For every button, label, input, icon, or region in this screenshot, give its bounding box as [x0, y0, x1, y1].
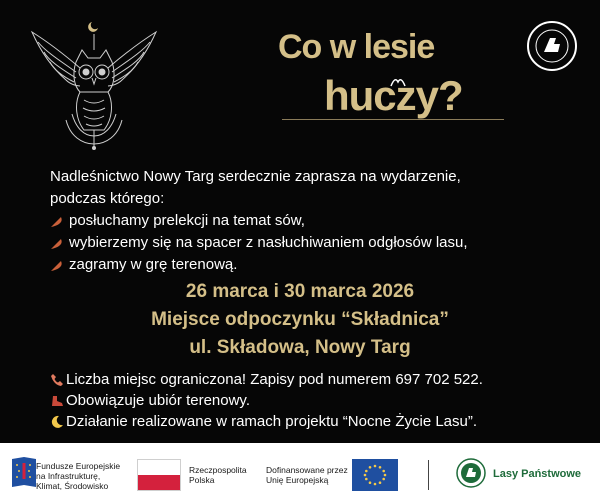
fundusze-europejskie-text: [36, 461, 120, 491]
event-place: Miejsce odpoczynku “Składnica”: [151, 309, 449, 330]
ue-line: Unię Europejską: [266, 475, 329, 485]
pl-line: Rzeczpospolita: [189, 465, 247, 475]
ue-line: Dofinansowane przez: [266, 465, 348, 475]
title-underline: [282, 119, 504, 120]
lasy-panstwowe-logo-icon: [456, 458, 486, 488]
moon-icon: [50, 415, 64, 429]
agenda-item: [50, 254, 570, 276]
note-text: Działanie realizowane w ramach projektu “Nocne Życie Lasu”.: [66, 413, 478, 430]
agenda-item-text: posłuchamy prelekcji na temat sów,: [69, 212, 305, 229]
feather-icon: [50, 259, 63, 272]
title-line-2: huczy?: [324, 72, 463, 119]
intro-line: podczas którego:: [50, 190, 165, 207]
eu-flag-icon: [352, 459, 398, 491]
event-address: ul. Składowa, Nowy Targ: [189, 337, 411, 358]
fe-line: na Infrastrukturę,: [36, 471, 101, 481]
agenda-item-text: zagramy w grę terenową.: [69, 256, 238, 273]
feather-icon: [50, 215, 63, 228]
boot-icon: [50, 394, 64, 408]
fe-line: Fundusze Europejskie: [36, 461, 121, 471]
feather-icon: [50, 237, 63, 250]
notes: [50, 369, 580, 432]
event-dates: 26 marca i 30 marca 2026: [185, 281, 415, 302]
rzeczpospolita-text: [189, 465, 247, 485]
lasy-panstwowe-text: Lasy Państwowe: [493, 468, 582, 480]
event-details: [0, 278, 600, 362]
note-text: Obowiązuje ubiór terenowy.: [66, 392, 250, 409]
polish-flag-icon: [137, 459, 181, 491]
lasy-panstwowe-seal-icon: [526, 20, 578, 72]
owl-ears-icon: [389, 74, 407, 88]
fundusze-europejskie-logo-icon: [10, 455, 38, 489]
title-line-1: Co w lesie: [278, 28, 435, 66]
owl-illustration: [26, 16, 162, 150]
intro-line: Nadleśnictwo Nowy Targ serdecznie zaprasza na wydarzenie,: [50, 168, 461, 185]
fe-line: Klimat, Środowisko: [36, 481, 109, 491]
pl-line: Polska: [189, 475, 215, 485]
phone-icon: [50, 373, 64, 387]
note-item: [50, 369, 580, 390]
footer-divider: [428, 460, 429, 490]
eu-funding-text: [266, 465, 348, 485]
agenda-item: [50, 210, 570, 232]
event-title: [276, 20, 516, 120]
agenda-item-text: wybierzemy się na spacer z nasłuchiwaniem odgłosów lasu,: [69, 234, 468, 251]
note-item: [50, 390, 580, 411]
note-text: Liczba miejsc ograniczona! Zapisy pod numerem 697 702 522.: [66, 371, 483, 388]
intro-text: [50, 166, 570, 276]
note-item: [50, 411, 580, 432]
agenda-item: [50, 232, 570, 254]
